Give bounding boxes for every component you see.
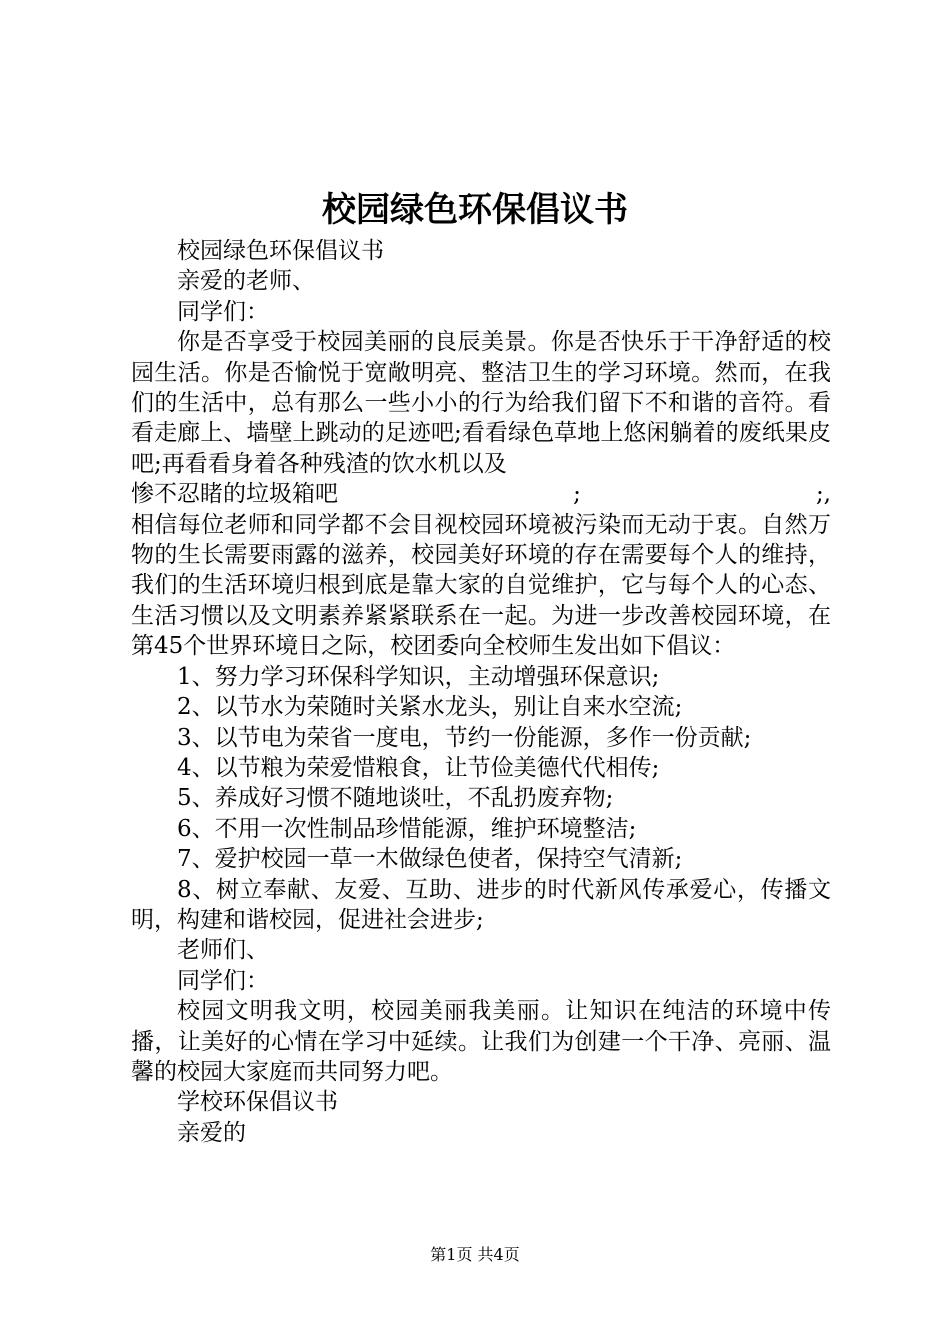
paragraph-intro: 你是否享受于校园美丽的良辰美景。你是否快乐于干净舒适的校园生活。你是否愉悦于宽敞明亮、整洁卫生的学习环境。然而，在我们的生活中，总有那么一些小小的行为给我们留下不和谐的音符。看看走廊上、墙壁上跳动的足迹吧;看看绿色草地上悠闲躺着的废纸果皮吧;再看看身着各种残渣的饮水机以及: [131, 329, 831, 477]
proposal-item-1: 1、努力学习环保科学知识，主动增强环保意识;: [177, 663, 660, 690]
document-title: 校园绿色环保倡议书: [322, 190, 628, 230]
proposal-item-3: 3、以节电为荣省一度电，节约一份能源，多作一份贡献;: [177, 724, 752, 751]
proposal-item-2: 2、以节水为荣随时关紧水龙头，别让自来水空流;: [177, 694, 683, 721]
spread-line-mark-1: ;: [573, 481, 581, 508]
proposal-item-6: 6、不用一次性制品珍惜能源，维护环境整洁;: [177, 815, 637, 842]
paragraph-body: 相信每位老师和同学都不会目视校园环境被污染而无动于衷。自然万物的生长需要雨露的滋养，校园美好环境的存在需要每个人的维持，我们的生活环境归根到底是靠大家的自觉维护，它与每个人的心态、生活习惯以及文明素养紧紧联系在一起。为进一步改善校园环境，在第45个世界环境日之际，校团委向全校师生发出如下倡议：: [131, 511, 831, 660]
proposal-item-8: 8、树立奉献、友爱、互助、进步的时代新风传承爱心，传播文明，构建和谐校园，促进社会进步;: [131, 876, 831, 933]
paragraph-next-title: 学校环保倡议书: [177, 1089, 338, 1116]
proposal-item-5: 5、养成好习惯不随地谈吐，不乱扔废弃物;: [177, 785, 614, 812]
spread-line: [131, 479, 831, 509]
page-footer: 第1页 共4页: [430, 1245, 520, 1264]
spread-line-mark-2: ;,: [815, 481, 831, 508]
paragraph-next-salutation: 亲爱的: [177, 1119, 246, 1146]
proposal-item-4: 4、以节粮为荣爱惜粮食，让节俭美德代代相传;: [177, 754, 660, 781]
paragraph-closing: 校园文明我文明，校园美丽我美丽。让知识在纯洁的环境中传播，让美好的心情在学习中延续。让我们为创建一个干净、亮丽、温馨的校园大家庭而共同努力吧。: [131, 998, 831, 1085]
paragraph-salutation-1: 亲爱的老师、: [177, 268, 315, 295]
paragraph-subtitle: 校园绿色环保倡议书: [177, 238, 384, 264]
paragraph-salutation-3: 老师们、: [177, 937, 269, 964]
proposal-item-7: 7、爱护校园一草一木做绿色使者，保持空气清新;: [177, 846, 683, 873]
spread-line-text: 惨不忍睹的垃圾箱吧: [131, 481, 338, 508]
document-body: [131, 236, 831, 1148]
paragraph-salutation-2: 同学们：: [177, 298, 269, 325]
paragraph-salutation-4: 同学们：: [177, 967, 269, 994]
